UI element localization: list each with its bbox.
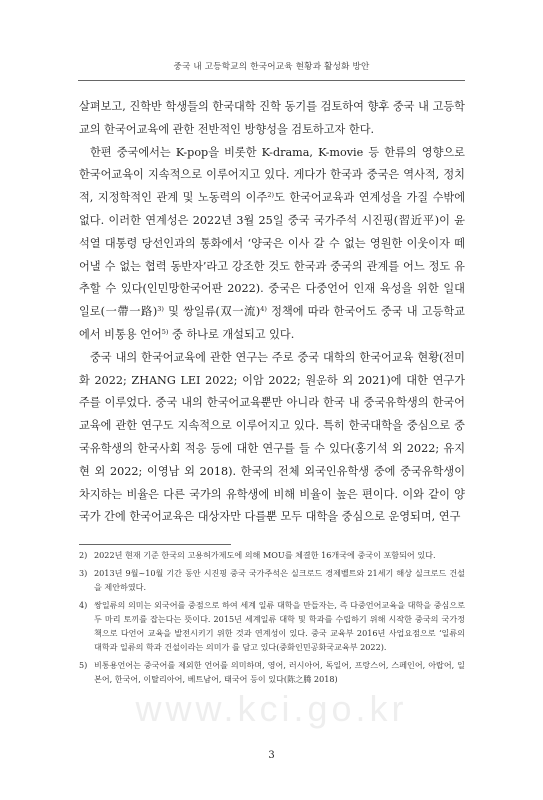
footnote-rule bbox=[79, 544, 231, 545]
paragraph-2-part-e: 중 하나로 개설되고 있다. bbox=[168, 327, 295, 341]
footnote-text: 비통용언어는 중국어를 제외한 언어를 의미하며, 영어, 러시아어, 독일어, 프랑스어, 스페인어, 아랍어, 일본어, 한국어, 이탈리아어, 베트남어, 태국어 등이 있다(陈之腾 2018) bbox=[94, 660, 465, 684]
paragraph-2-part-b: 도 한국어교육과 연계성을 가질 수밖에 없다. 이러한 연계성은 2022년 3월 25일 중국 국가주석 시진핑(習近平)이 윤석열 대통령 당선인과의 통화에서 ‘양국은 이사 갈 수 없는 영원한 이웃이자 떼어낼 수 없는 협력 동반자’라고 강조한 것도 한국과 중국의 관계를 어느 정도 유추할 수 있다(인민망한국어판 2022). 중국은 다중언어 인재 육성을 위한 일대일로(一帶一路) bbox=[79, 191, 466, 319]
footnote-5 bbox=[79, 658, 465, 686]
paragraph-2 bbox=[79, 142, 465, 347]
paragraph-1: 살펴보고, 진학반 학생들의 한국대학 진학 동기를 검토하여 향후 중국 내 고등학교의 한국어교육에 관한 전반적인 방향성을 검토하고자 한다. bbox=[79, 100, 465, 136]
paragraph-3: 중국 내의 한국어교육에 관한 연구는 주로 중국 대학의 한국어교육 현황(전미화 2022; ZHANG LEI 2022; 이암 2022; 원운하 외 2021)에 대한 연구가 주를 이루었다. 중국 내의 한국어교육뿐만 아니라 한국 내 중국유학생의 한국어교육에 관한 연구도 지속적으로 이루어지고 있다. 특히 한국대학을 중심으로 중국유학생의 한국사회 적응 등에 대한 연구를 들 수 있다(홍기석 외 2022; 유지현 외 2022; 이영남 외 2018). 한국의 전체 외국인유학생 중에 중국유학생이 차지하는 비율은 다른 국가의 유학생에 비해 비율이 높은 편이다. 이와 같이 양 국가 간에 한국어교육은 대상자만 다를뿐 모두 대학을 중심으로 운영되며, 연구 bbox=[79, 350, 465, 524]
footnotes bbox=[79, 548, 465, 690]
paragraph-2-part-a: 한편 중국에서는 K-pop을 비롯한 K-drama, K-movie 등 한류의 영향으로 한국어교육이 지속적으로 이루어지고 있다. 게다가 한국과 중국은 역사적, 정치적, 지정학적인 관계 및 노동력의 이주 bbox=[79, 145, 465, 205]
footnote-ref-2: 2) bbox=[267, 191, 274, 200]
running-header: 중국 내 고등학교의 한국어교육 현황과 활성화 방안 bbox=[173, 62, 370, 72]
footnote-number: 5) bbox=[79, 660, 88, 670]
footnote-text: 2022년 현재 기준 한국의 고용허가제도에 의해 MOU를 체결한 16개국에 중국이 포함되어 있다. bbox=[94, 550, 436, 560]
paragraph-2-part-d: 정책에 따라 한국어도 중국 내 고등학교에서 비통용 언어 bbox=[79, 305, 465, 341]
page-number: 3 bbox=[268, 750, 275, 761]
body-text bbox=[79, 96, 465, 529]
header-rule bbox=[78, 80, 465, 81]
paragraph-2-part-c: 및 쌍일류(双一流) bbox=[163, 305, 261, 319]
footnote-number: 4) bbox=[79, 600, 88, 610]
footnote-text: 2013년 9월~10월 기간 동안 시진핑 중국 국가주석은 실크로드 경제벨트와 21세기 해상 실크로드 건설을 제안하였다. bbox=[94, 568, 465, 592]
footnote-ref-5: 5) bbox=[161, 327, 169, 336]
footnote-number: 2) bbox=[79, 550, 88, 560]
footnote-number: 3) bbox=[79, 568, 88, 578]
footnote-4 bbox=[79, 598, 465, 654]
footnote-ref-3: 3) bbox=[157, 305, 164, 314]
footnote-ref-4: 4) bbox=[260, 305, 267, 314]
footnote-3 bbox=[79, 566, 465, 594]
footnote-2 bbox=[79, 548, 465, 562]
footnote-text: 쌍일류의 의미는 외국어를 중점으로 하여 세계 일류 대학을 만들자는, 즉 다중언어교육을 대학을 중심으로 두 마리 토끼를 잡는다는 뜻이다. 2015년 세계일류 대학 및 학과를 수립하기 위해 시작한 중국의 국가정책으로 다언어 교육을 발전시키기 위한 것과 연계성이 있다. 중국 교육부 2016년 사업요점으로 ‘일류의 대학과 일류의 학과 건설이라는 의미가 를 담고 있다(중화인민공화국교육부 2022). bbox=[94, 600, 465, 652]
watermark: www.kci.go.kr bbox=[135, 688, 408, 729]
